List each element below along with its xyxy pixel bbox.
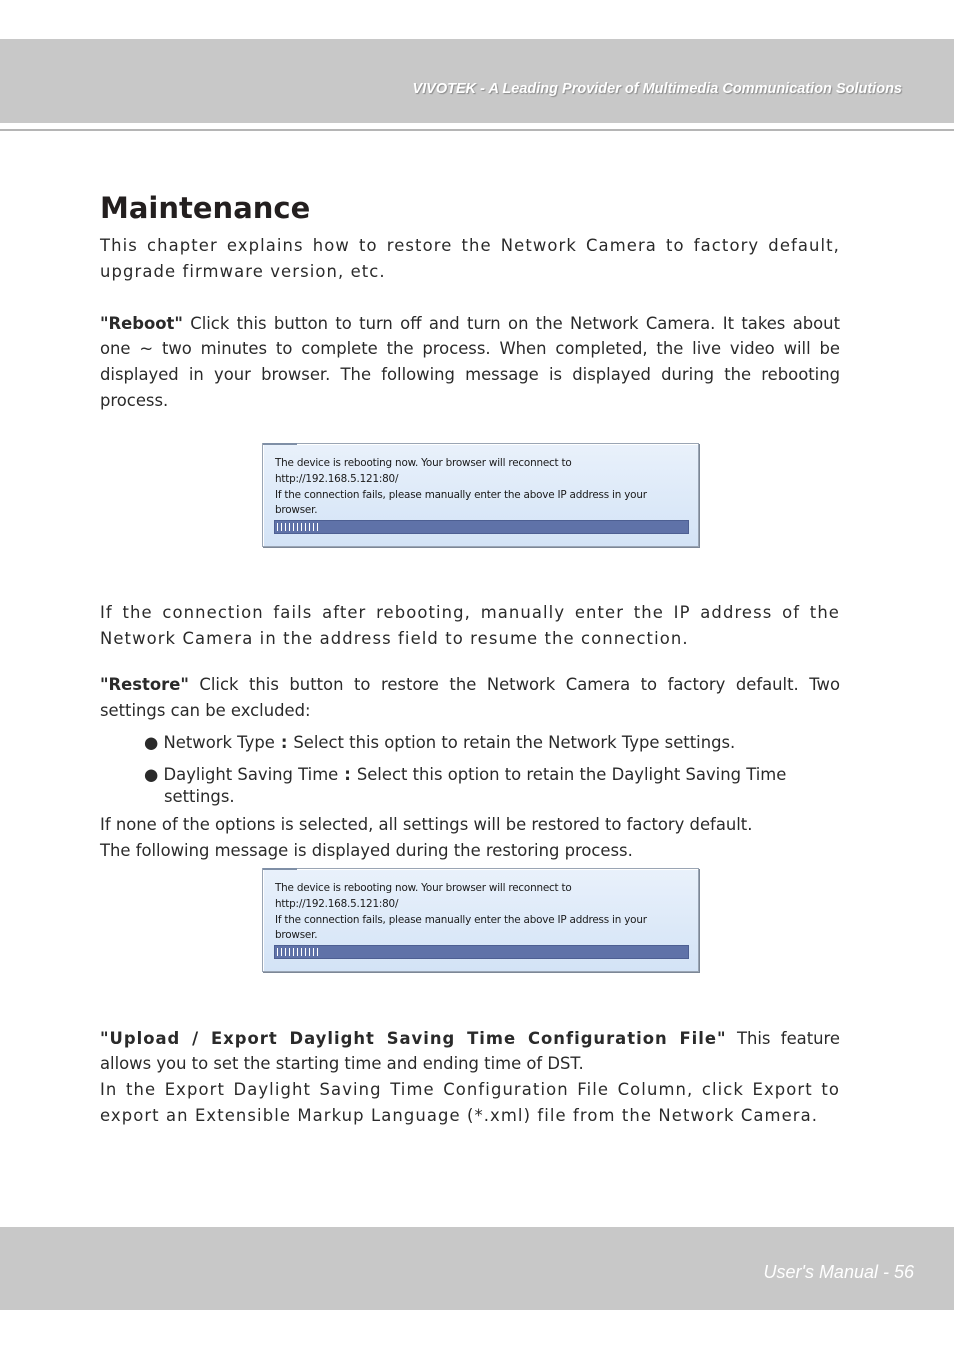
dialog-message-line: The device is rebooting now. Your browser will reconnect to [275,457,572,469]
connection-note: If the connection fails after rebooting, manually enter the IP address of the Network Camera in the address field to resume the connection. [100,602,840,648]
restore-after-1: If none of the options is selected, all settings will be restored to factory default. [100,814,753,834]
dialog-message-line: http://192.168.5.121:80/ [275,472,399,485]
bullet-desc: Select this option to retain the Daylight Saving Time [356,764,787,784]
dialog-message-line: browser. [275,929,318,942]
page-content [100,188,840,1129]
bullet-desc: Select this option to retain the Network Type settings. [293,732,736,752]
reboot-message-dialog [262,443,699,547]
bullet-network-type [100,732,840,754]
page-number: User's Manual - 56 [763,1262,914,1282]
reboot-paragraph [100,311,840,414]
bullet-colon: : [344,764,351,784]
progress-bar-fill [277,523,318,531]
bullet-marker: ● [144,764,159,784]
restore-label: "Restore" [100,675,189,695]
export-paragraph: In the Export Daylight Saving Time Configuration File Column, click Export to export an Extensible Markup Language (*.xml) file from the Network Camera. [100,1080,840,1125]
dialog-message [275,456,685,519]
dialog-message-line: http://192.168.5.121:80/ [275,897,399,910]
header-divider [0,129,954,131]
upload-export-text: This feature allows you to set the starting time and ending time of DST. [100,1028,840,1074]
restore-after-2: The following message is displayed during the restoring process. [100,840,633,860]
page-title: Maintenance [100,191,311,225]
intro-paragraph: This chapter explains how to restore the Network Camera to factory default, upgrade firmware version, etc. [100,236,840,281]
bullet-name: Daylight Saving Time [163,764,339,784]
progress-bar-fill [277,948,318,956]
bullet-continuation: settings. [164,786,235,806]
bullet-name: Network Type [163,732,275,752]
reboot-label: "Reboot" [100,313,183,333]
restore-text: Click this button to restore the Network Camera to factory default. Two settings can be excluded: [100,675,840,721]
upload-export-paragraph [100,1026,840,1078]
reboot-text: Click this button to turn off and turn on the Network Camera. It takes about one ~ two minutes to complete the process. When completed, the live video will be displayed in your browser. The following message is displayed during the rebooting process. [100,313,840,410]
upload-export-label: "Upload / Export Daylight Saving Time Configuration File" [100,1028,727,1048]
bullet-daylight-saving [100,764,840,808]
dialog-message-line: The device is rebooting now. Your browser will reconnect to [275,882,572,894]
progress-bar [274,520,689,534]
dialog-message-line: If the connection fails, please manually enter the above IP address in your [275,913,647,926]
bullet-marker: ● [144,732,159,752]
bullet-colon: : [280,732,288,752]
dialog-message [275,881,685,944]
dialog-message-line: If the connection fails, please manually enter the above IP address in your [275,488,647,501]
header-tagline: VIVOTEK - A Leading Provider of Multimedia Communication Solutions [412,81,902,97]
restore-message-dialog [262,868,699,972]
dialog-message-line: browser. [275,504,318,517]
dialog-title-tick [263,443,297,445]
dialog-title-tick [263,868,297,870]
restore-paragraph [100,672,840,724]
progress-bar [274,945,689,959]
